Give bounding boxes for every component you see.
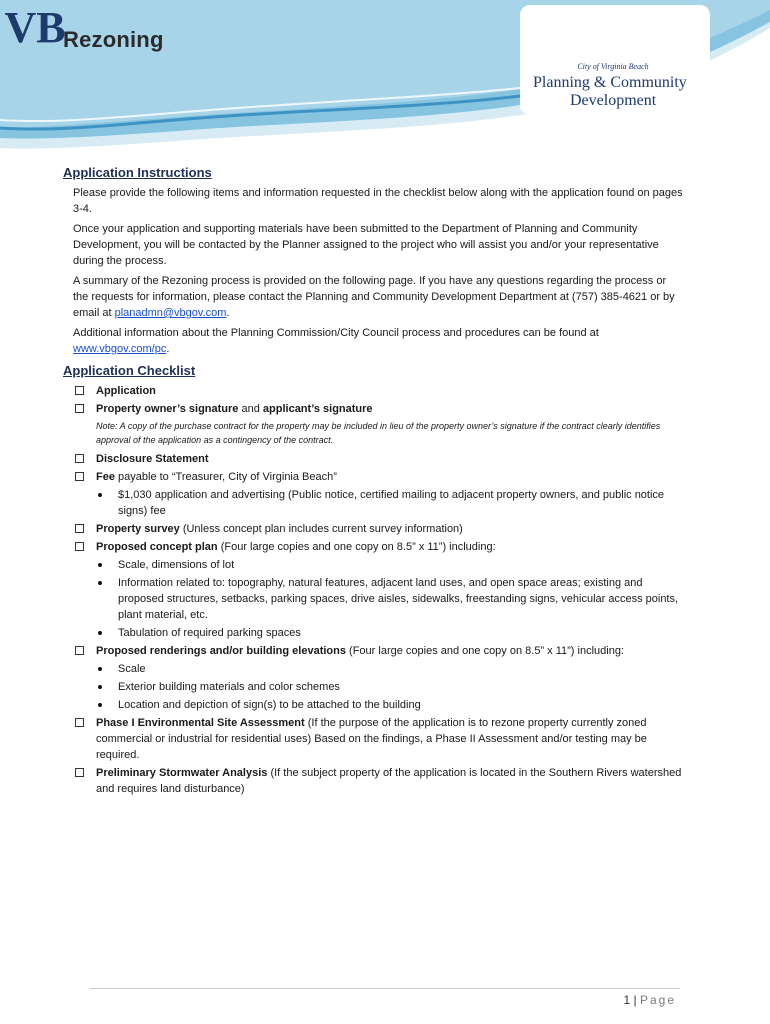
page-label: Page — [639, 993, 676, 1007]
instructions-paragraph-1: Please provide the following items and information requested in the checklist below along with the application found on pages 3-4. — [73, 187, 683, 215]
vb-logo-icon — [0, 0, 70, 50]
website-link[interactable]: www.vbgov.com/pc — [73, 343, 167, 355]
checklist-item-disclosure: Disclosure Statement — [63, 451, 683, 467]
checkbox[interactable] — [75, 386, 84, 395]
instructions-paragraph-4: Additional information about the Planning Commission/City Council process and procedures can be found at www.vbgov.com/pc. — [73, 327, 599, 355]
checkbox[interactable] — [75, 718, 84, 727]
document-body — [63, 165, 683, 799]
checklist-item-stormwater: Preliminary Stormwater Analysis (If the subject property of the application is located in the Southern Rivers watershed and requires land disturbance) — [63, 765, 683, 797]
checkbox[interactable] — [75, 646, 84, 655]
checklist-item-phase-one: Phase I Environmental Site Assessment (If the purpose of the application is to rezone property currently zoned commercial or industrial for residential uses) Based on the findings, a Phase II Assessment and/or testing may be required. — [63, 715, 683, 763]
instructions-paragraph-3: A summary of the Rezoning process is provided on the following page. If you have any questions regarding the process or the requests for information, please contact the Planning and Community Development Department at (757) 385-4621 or by email at planadmn@vbgov.com. — [73, 275, 675, 319]
checkbox[interactable] — [75, 404, 84, 413]
footer-separator: | — [633, 993, 637, 1007]
email-link[interactable]: planadmn@vbgov.com — [114, 307, 227, 319]
page-footer — [623, 993, 676, 1007]
logo-mark: VB — [4, 3, 66, 50]
page-header — [0, 0, 770, 170]
list-item: $1,030 application and advertising (Public notice, certified mailing to adjacent property owners, and public notice signs) fee — [63, 487, 683, 519]
list-item: Scale — [63, 661, 683, 677]
checkbox[interactable] — [75, 768, 84, 777]
instructions-heading: Application Instructions — [63, 165, 212, 180]
list-item: Scale, dimensions of lot — [63, 557, 683, 573]
checklist-item-concept-plan: Proposed concept plan (Four large copies and one copy on 8.5” x 11”) including: — [63, 539, 683, 555]
instructions-paragraph-2: Once your application and supporting materials have been submitted to the Department of Planning and Community Development, you will be contacted by the Planner assigned to the project who will assist you and/or your representative during the process. — [73, 223, 659, 267]
list-item: Location and depiction of sign(s) to be attached to the building — [63, 697, 683, 713]
checklist-item-survey: Property survey (Unless concept plan includes current survey information) — [63, 521, 683, 537]
checklist-item-signature: Property owner’s signature and applicant’s signature — [63, 401, 683, 417]
checklist-item-renderings: Proposed renderings and/or building elevations (Four large copies and one copy on 8.5” x 11”) including: — [63, 643, 683, 659]
checklist-heading: Application Checklist — [63, 363, 196, 378]
signature-note: Note: A copy of the purchase contract for the property may be included in lieu of the property owner’s signature if the contract clearly identifies approval of the application as a contingency of the contract. — [96, 421, 661, 445]
checkbox[interactable] — [75, 524, 84, 533]
page-title: Rezoning — [63, 27, 164, 52]
logo-dept-line1: Planning & Community — [533, 74, 687, 91]
checkbox[interactable] — [75, 472, 84, 481]
contact-text: A summary of the Rezoning process is provided on the following page. If you have any questions regarding the process or the requests for information, please contact the Planning and Community Development Department at (757) 385-4621 or by email at — [73, 275, 675, 319]
list-item: Information related to: topography, natural features, adjacent land uses, and open space areas; existing and proposed structures, setbacks, parking spaces, drive aisles, sidewalks, freestanding signs, vehicular access points, plant material, etc. — [63, 575, 683, 623]
footer-divider — [90, 988, 680, 989]
list-item: Tabulation of required parking spaces — [63, 625, 683, 641]
checklist-item-fee: Fee payable to “Treasurer, City of Virginia Beach” — [63, 469, 683, 485]
logo-dept-line2: Development — [570, 92, 657, 109]
checklist-item-application: Application — [63, 383, 683, 399]
logo-city-name: City of Virginia Beach — [577, 62, 649, 71]
additional-info-text: Additional information about the Planning Commission/City Council process and procedures can be found at — [73, 327, 599, 339]
checkbox[interactable] — [75, 454, 84, 463]
list-item: Exterior building materials and color schemes — [63, 679, 683, 695]
page-number: 1 — [623, 993, 631, 1007]
checkbox[interactable] — [75, 542, 84, 551]
